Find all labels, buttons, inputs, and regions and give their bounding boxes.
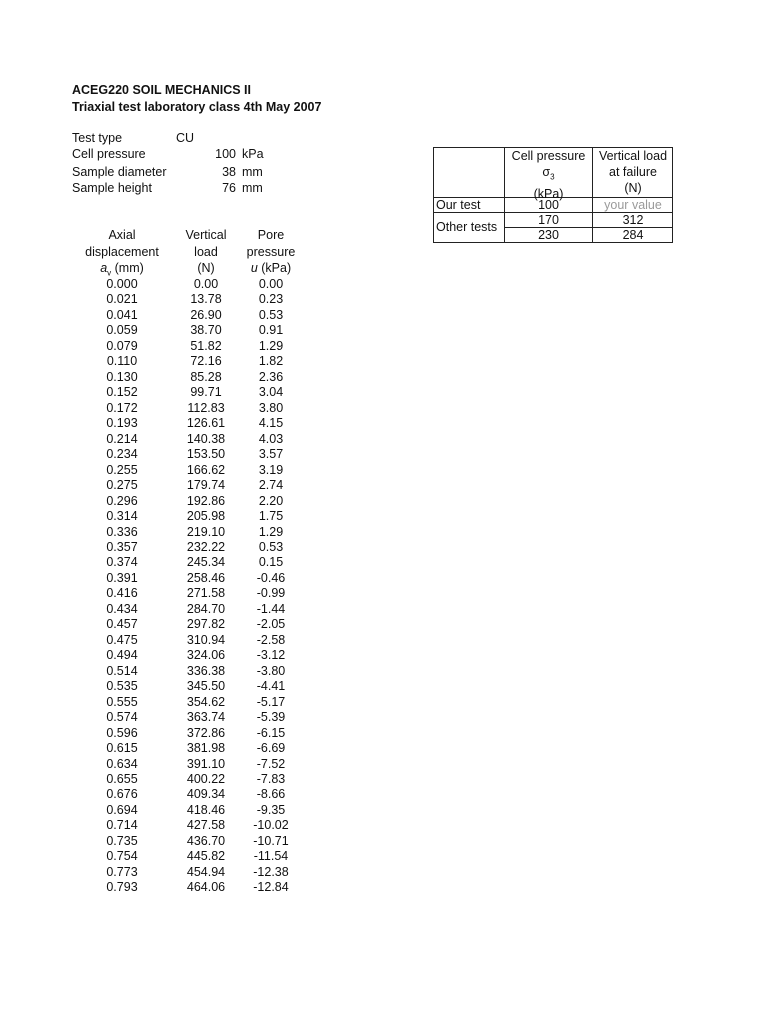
table-row bbox=[0, 602, 320, 617]
table-row bbox=[0, 586, 320, 601]
vertical-load-cell: 418.46 bbox=[186, 802, 226, 817]
vertical-load-cell: 363.74 bbox=[186, 710, 226, 725]
axial-displacement-cell: 0.296 bbox=[106, 493, 138, 508]
param-test-type bbox=[72, 130, 272, 147]
pore-pressure-cell: -8.66 bbox=[256, 787, 286, 802]
axial-displacement-cell: 0.079 bbox=[106, 338, 138, 353]
vertical-load-cell: 336.38 bbox=[186, 663, 226, 678]
param-cell-pressure bbox=[72, 146, 272, 163]
table-row bbox=[0, 772, 320, 787]
table-row bbox=[0, 880, 320, 895]
axial-displacement-cell: 0.514 bbox=[106, 663, 138, 678]
table-row bbox=[0, 463, 320, 478]
param-value: 100 bbox=[215, 147, 236, 161]
data-table-body bbox=[0, 277, 320, 896]
axial-displacement-cell: 0.416 bbox=[106, 586, 138, 601]
doc-title: ACEG220 SOIL MECHANICS II bbox=[72, 83, 251, 97]
param-label: Cell pressure bbox=[72, 147, 146, 161]
table-row bbox=[0, 447, 320, 462]
table-row bbox=[0, 695, 320, 710]
axial-displacement-cell: 0.475 bbox=[106, 632, 138, 647]
axial-displacement-cell: 0.059 bbox=[106, 323, 138, 338]
axial-displacement-cell: 0.535 bbox=[106, 679, 138, 694]
header-line: displacement bbox=[85, 244, 159, 259]
axial-displacement-cell: 0.172 bbox=[106, 400, 138, 415]
vertical-load-cell: 26.90 bbox=[190, 307, 222, 322]
axial-displacement-cell: 0.314 bbox=[106, 509, 138, 524]
axial-displacement-cell: 0.574 bbox=[106, 710, 138, 725]
vertical-load-cell: 179.74 bbox=[186, 478, 226, 493]
vertical-load-cell: 454.94 bbox=[186, 864, 226, 879]
other-test-cell-pressure: 230 bbox=[505, 228, 593, 243]
table-row bbox=[0, 818, 320, 833]
vertical-load-cell: 38.70 bbox=[190, 323, 222, 338]
axial-displacement-cell: 0.596 bbox=[106, 725, 138, 740]
table-row bbox=[0, 525, 320, 540]
other-test-cell-pressure: 170 bbox=[505, 213, 593, 228]
vertical-load-cell: 310.94 bbox=[186, 632, 226, 647]
pore-pressure-cell: 0.53 bbox=[258, 539, 284, 554]
vertical-load-cell: 205.98 bbox=[186, 509, 226, 524]
failure-header-cell-pressure bbox=[505, 147, 593, 201]
pore-pressure-cell: -7.83 bbox=[256, 772, 286, 786]
pore-pressure-cell: 1.29 bbox=[258, 524, 284, 539]
vertical-load-cell: 324.06 bbox=[186, 648, 226, 663]
table-row bbox=[0, 509, 320, 524]
param-label: Test type bbox=[72, 131, 123, 145]
table-row bbox=[0, 633, 320, 648]
vertical-load-cell: 245.34 bbox=[186, 555, 226, 570]
pore-pressure-cell: 0.91 bbox=[258, 323, 284, 338]
param-unit: kPa bbox=[242, 147, 264, 161]
vertical-load-cell: 258.46 bbox=[186, 570, 226, 585]
pore-pressure-cell: 1.29 bbox=[258, 338, 284, 353]
pore-pressure-cell: -3.12 bbox=[256, 648, 286, 663]
header-line: (kPa) bbox=[533, 186, 564, 201]
vertical-load-cell: 126.61 bbox=[186, 416, 226, 431]
header-line: Axial bbox=[108, 228, 136, 242]
table-row bbox=[0, 710, 320, 725]
table-row bbox=[0, 308, 320, 323]
vertical-load-cell: 409.34 bbox=[186, 787, 226, 802]
vertical-load-cell: 13.78 bbox=[190, 292, 222, 307]
vertical-load-cell: 354.62 bbox=[186, 694, 226, 709]
table-row bbox=[0, 741, 320, 756]
axial-displacement-cell: 0.694 bbox=[106, 802, 138, 817]
our-test-cell-pressure: 100 bbox=[505, 198, 593, 213]
vertical-load-cell: 284.70 bbox=[186, 601, 226, 616]
vertical-load-cell: 0.00 bbox=[193, 277, 219, 291]
table-row bbox=[0, 726, 320, 741]
other-test-load: 312 bbox=[593, 213, 673, 228]
table-row bbox=[0, 555, 320, 570]
vertical-load-cell: 219.10 bbox=[186, 524, 226, 539]
axial-displacement-cell: 0.336 bbox=[106, 524, 138, 539]
pore-pressure-cell: -10.02 bbox=[253, 818, 289, 833]
pore-pressure-cell: -6.15 bbox=[256, 725, 286, 740]
axial-displacement-cell: 0.773 bbox=[106, 864, 138, 879]
param-value: CU bbox=[176, 131, 195, 145]
pore-pressure-cell: -5.17 bbox=[256, 694, 286, 709]
vertical-load-cell: 85.28 bbox=[190, 369, 222, 384]
axial-displacement-cell: 0.110 bbox=[106, 354, 138, 369]
table-row bbox=[0, 292, 320, 307]
table-row bbox=[0, 617, 320, 632]
table-row bbox=[0, 679, 320, 694]
pore-unit: (kPa) bbox=[257, 261, 292, 275]
vertical-load-cell: 271.58 bbox=[186, 586, 226, 601]
pore-pressure-cell: -9.35 bbox=[256, 802, 286, 817]
axial-displacement-cell: 0.434 bbox=[106, 601, 138, 616]
axial-subscript: v bbox=[107, 268, 112, 278]
axial-displacement-cell: 0.714 bbox=[106, 818, 138, 833]
pore-pressure-cell: 0.53 bbox=[258, 307, 284, 322]
table-row bbox=[0, 803, 320, 818]
sigma-subscript: 3 bbox=[550, 172, 555, 182]
axial-displacement-cell: 0.021 bbox=[106, 292, 138, 307]
axial-displacement-cell: 0.214 bbox=[106, 431, 138, 446]
axial-displacement-cell: 0.457 bbox=[106, 617, 138, 632]
table-row bbox=[0, 834, 320, 849]
axial-displacement-cell: 0.793 bbox=[106, 880, 138, 895]
header-axial-displacement bbox=[80, 227, 164, 282]
table-row bbox=[0, 370, 320, 385]
table-row bbox=[0, 401, 320, 416]
header-line: Cell pressure bbox=[511, 149, 586, 163]
table-row bbox=[0, 354, 320, 369]
table-row bbox=[0, 865, 320, 880]
param-sample-diameter bbox=[72, 164, 272, 181]
axial-displacement-cell: 0.494 bbox=[106, 648, 138, 663]
vertical-load-cell: 372.86 bbox=[186, 725, 226, 740]
header-line: Pore bbox=[257, 228, 285, 242]
pore-pressure-cell: 3.19 bbox=[258, 462, 284, 477]
our-test-label: Our test bbox=[433, 198, 505, 213]
pore-pressure-cell: 1.75 bbox=[258, 509, 284, 524]
table-row bbox=[0, 323, 320, 338]
axial-displacement-cell: 0.391 bbox=[106, 570, 138, 585]
header-line: pressure bbox=[246, 244, 296, 259]
vertical-load-cell: 51.82 bbox=[190, 338, 222, 353]
sigma-symbol: σ bbox=[542, 165, 551, 179]
failure-table bbox=[433, 147, 673, 243]
pore-pressure-cell: 2.36 bbox=[258, 369, 284, 384]
pore-pressure-cell: -12.84 bbox=[253, 880, 289, 895]
pore-pressure-cell: -2.58 bbox=[256, 632, 286, 647]
pore-pressure-cell: 4.03 bbox=[258, 431, 284, 446]
pore-pressure-cell: 0.00 bbox=[258, 277, 284, 291]
table-row bbox=[0, 385, 320, 400]
vertical-load-cell: 153.50 bbox=[186, 447, 226, 462]
param-unit: mm bbox=[242, 165, 263, 179]
vertical-load-cell: 192.86 bbox=[186, 493, 226, 508]
table-row bbox=[0, 849, 320, 864]
table-row bbox=[0, 664, 320, 679]
vertical-load-cell: 381.98 bbox=[186, 741, 226, 756]
axial-displacement-cell: 0.193 bbox=[106, 416, 138, 431]
pore-pressure-cell: -12.38 bbox=[253, 864, 289, 879]
table-row bbox=[0, 571, 320, 586]
axial-displacement-cell: 0.152 bbox=[106, 385, 138, 400]
vertical-load-cell: 72.16 bbox=[190, 354, 222, 369]
pore-pressure-cell: 3.57 bbox=[258, 447, 284, 462]
param-unit: mm bbox=[242, 181, 263, 195]
vertical-load-cell: 99.71 bbox=[190, 385, 222, 400]
table-row bbox=[0, 432, 320, 447]
header-line bbox=[236, 260, 306, 277]
header-line: (N) bbox=[624, 181, 642, 195]
pore-pressure-cell: 2.20 bbox=[258, 493, 284, 508]
axial-displacement-cell: 0.275 bbox=[106, 478, 138, 493]
vertical-load-cell: 427.58 bbox=[186, 818, 226, 833]
pore-pressure-cell: -0.46 bbox=[256, 570, 286, 585]
axial-symbol: a bbox=[100, 261, 108, 275]
axial-displacement-cell: 0.754 bbox=[106, 849, 138, 864]
table-row bbox=[0, 757, 320, 772]
pore-pressure-cell: -10.71 bbox=[253, 833, 289, 848]
axial-displacement-cell: 0.615 bbox=[106, 741, 138, 756]
axial-unit: (mm) bbox=[111, 261, 144, 275]
failure-header-vertical-load bbox=[593, 147, 673, 198]
table-row bbox=[0, 416, 320, 431]
pore-pressure-cell: -0.99 bbox=[256, 586, 286, 601]
pore-pressure-cell: 1.82 bbox=[258, 354, 284, 369]
pore-pressure-cell: -5.39 bbox=[256, 710, 286, 725]
pore-pressure-cell: 3.80 bbox=[258, 400, 284, 415]
other-tests-label: Other tests bbox=[433, 213, 505, 243]
header-line: at failure bbox=[609, 165, 657, 179]
table-row bbox=[0, 478, 320, 493]
pore-pressure-cell: -6.69 bbox=[256, 741, 286, 756]
pore-pressure-cell: 0.23 bbox=[258, 292, 284, 307]
header-line: load bbox=[194, 244, 218, 259]
table-row bbox=[0, 787, 320, 802]
param-label: Sample height bbox=[72, 181, 152, 195]
axial-displacement-cell: 0.255 bbox=[106, 462, 138, 477]
axial-displacement-cell: 0.234 bbox=[106, 447, 138, 462]
other-test-load: 284 bbox=[622, 228, 644, 242]
pore-pressure-cell: -7.52 bbox=[256, 756, 286, 771]
pore-pressure-cell: -3.80 bbox=[256, 663, 286, 678]
table-row bbox=[0, 339, 320, 354]
axial-displacement-cell: 0.374 bbox=[106, 555, 138, 570]
table-row bbox=[0, 648, 320, 663]
axial-displacement-cell: 0.735 bbox=[106, 833, 138, 848]
axial-displacement-cell: 0.655 bbox=[106, 772, 138, 786]
param-label: Sample diameter bbox=[72, 165, 167, 179]
pore-pressure-cell: 2.74 bbox=[258, 478, 284, 493]
pore-pressure-cell: -2.05 bbox=[256, 617, 286, 632]
header-line bbox=[505, 164, 592, 186]
vertical-load-cell: 112.83 bbox=[187, 400, 225, 415]
axial-displacement-cell: 0.000 bbox=[106, 277, 138, 291]
header-line: (N) bbox=[197, 261, 215, 275]
axial-displacement-cell: 0.041 bbox=[106, 307, 138, 322]
table-row bbox=[0, 494, 320, 509]
pore-pressure-cell: 0.15 bbox=[258, 555, 284, 570]
vertical-load-cell: 400.22 bbox=[186, 772, 226, 786]
table-row bbox=[0, 540, 320, 555]
axial-displacement-cell: 0.676 bbox=[106, 787, 138, 802]
axial-displacement-cell: 0.555 bbox=[106, 694, 138, 709]
vertical-load-cell: 345.50 bbox=[186, 679, 226, 694]
param-value: 38 bbox=[222, 165, 236, 179]
pore-pressure-cell: 3.04 bbox=[258, 385, 284, 400]
vertical-load-cell: 232.22 bbox=[186, 539, 226, 554]
header-vertical-load bbox=[172, 227, 240, 277]
failure-table-corner bbox=[433, 147, 505, 198]
vertical-load-cell: 445.82 bbox=[186, 849, 226, 864]
vertical-load-cell: 436.70 bbox=[186, 833, 226, 848]
param-value: 76 bbox=[222, 181, 236, 195]
param-sample-height bbox=[72, 180, 272, 197]
our-test-load-input[interactable]: your value bbox=[593, 198, 673, 213]
vertical-load-cell: 297.82 bbox=[186, 617, 226, 632]
header-line: Vertical load bbox=[598, 149, 668, 163]
vertical-load-cell: 464.06 bbox=[186, 880, 226, 895]
header-pore-pressure bbox=[236, 227, 306, 277]
pore-pressure-cell: -4.41 bbox=[256, 679, 286, 694]
pore-pressure-cell: 4.15 bbox=[258, 416, 284, 431]
pore-pressure-cell: -11.54 bbox=[253, 849, 289, 864]
vertical-load-cell: 166.62 bbox=[186, 462, 226, 477]
header-line: Vertical bbox=[185, 228, 227, 242]
table-row bbox=[0, 277, 320, 292]
doc-subtitle: Triaxial test laboratory class 4th May 2007 bbox=[72, 100, 322, 114]
vertical-load-cell: 140.38 bbox=[186, 431, 226, 446]
pore-symbol: u bbox=[250, 261, 258, 275]
axial-displacement-cell: 0.634 bbox=[106, 756, 138, 771]
pore-pressure-cell: -1.44 bbox=[256, 601, 286, 616]
axial-displacement-cell: 0.357 bbox=[106, 539, 138, 554]
axial-displacement-cell: 0.130 bbox=[106, 369, 138, 384]
vertical-load-cell: 391.10 bbox=[186, 756, 226, 771]
